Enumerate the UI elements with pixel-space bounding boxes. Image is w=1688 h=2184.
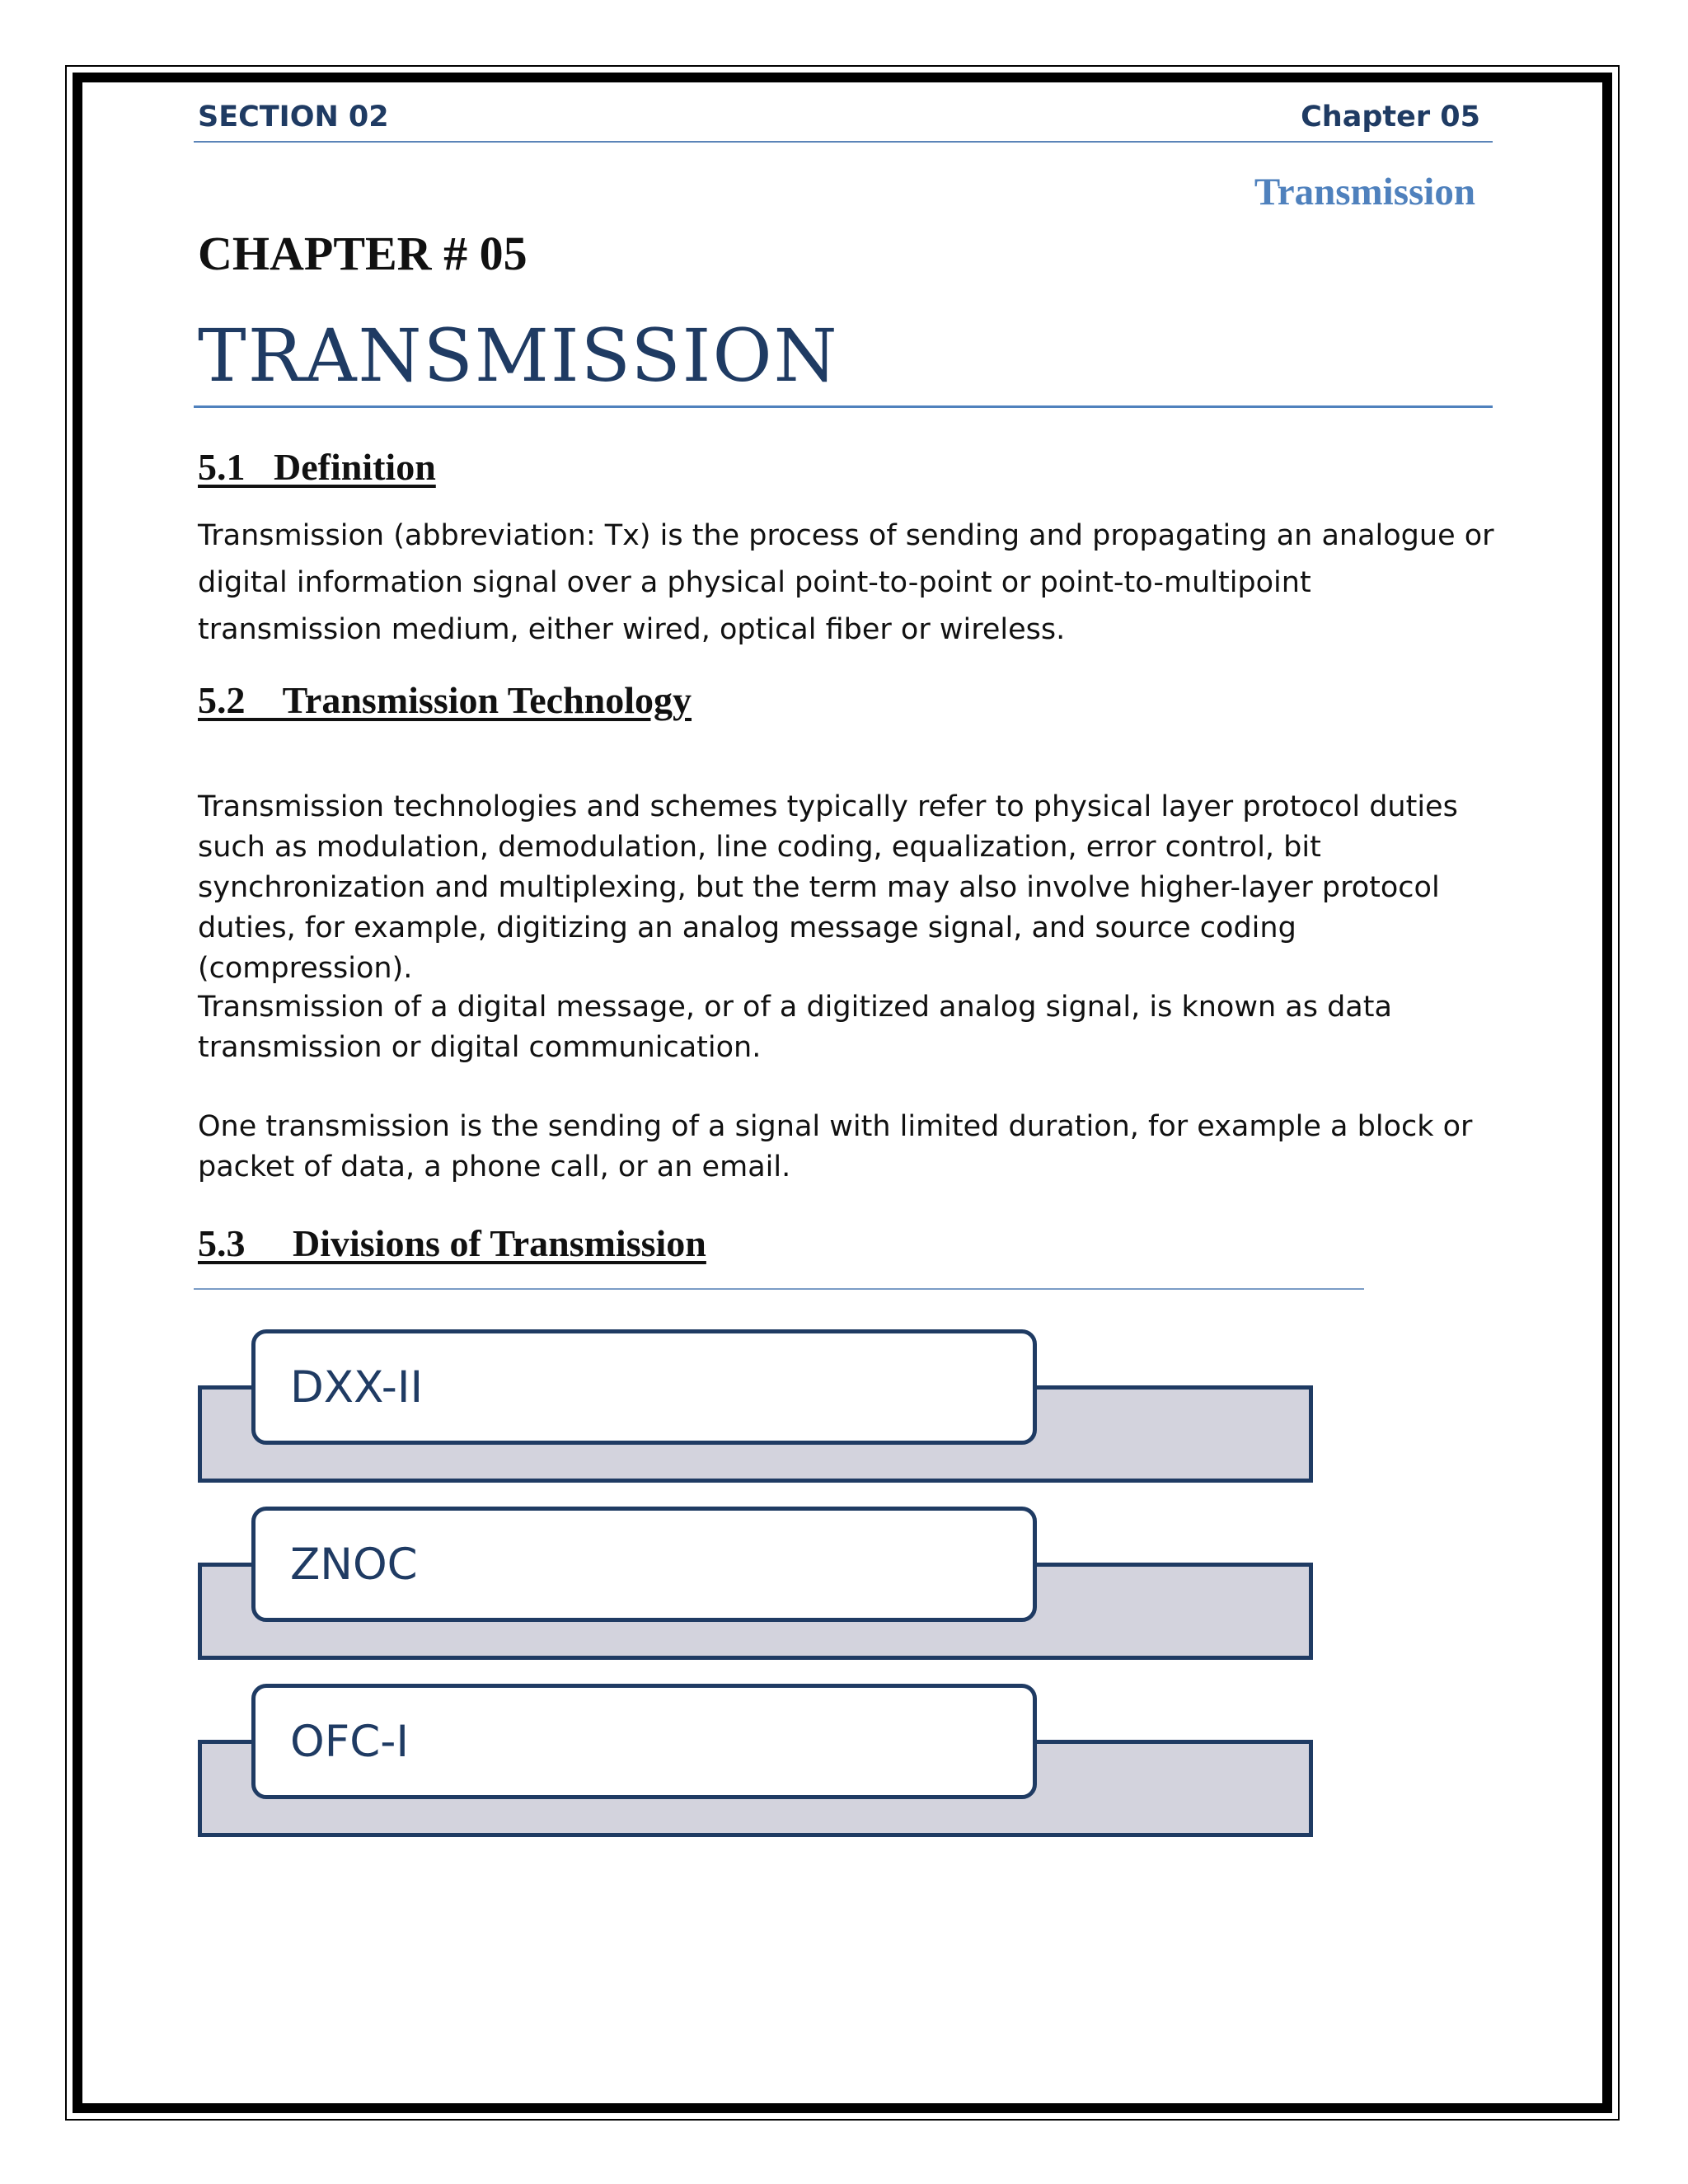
division-box-ofc: OFC-I <box>251 1684 1037 1799</box>
definition-paragraph: Transmission (abbreviation: Tx) is the process of sending and propagating an analogue or digital information signal over a physical point-to-point or point-to-multipoint transmission medium, either wired, optical fiber or wireless. <box>198 519 1494 646</box>
technology-paragraph-3: One transmission is the sending of a signal with limited duration, for example a block or packet of data, a phone call, or an email. <box>198 1110 1473 1183</box>
chapter-side-label: Transmission <box>1254 171 1475 213</box>
division-box-znoc: ZNOC <box>251 1507 1037 1622</box>
divisions-divider <box>194 1288 1364 1290</box>
header-section-label: SECTION 02 <box>198 101 389 134</box>
section-heading-divisions: 5.3 Divisions of Transmission <box>198 1222 706 1264</box>
title-divider <box>194 405 1493 408</box>
header-divider <box>194 141 1493 143</box>
section-heading-technology: 5.2 Transmission Technology <box>198 679 692 721</box>
section-heading-definition: 5.1 Definition <box>198 446 436 488</box>
header-chapter-label: Chapter 05 <box>1301 101 1480 134</box>
technology-paragraph-2: Transmission of a digital message, or of a digitized analog signal, is known as data transmission or digital communication. <box>198 991 1392 1064</box>
chapter-number: CHAPTER # 05 <box>198 227 528 280</box>
chapter-title: TRANSMISSION <box>198 313 839 398</box>
technology-paragraph-1: Transmission technologies and schemes typically refer to physical layer protocol duties such as modulation, demodulation, line coding, equalization, error control, bit synchronization and multiplexing, but the term may also involve higher-layer protocol duties, for example, digitizing an analog message signal, and source coding (compression). <box>198 790 1458 985</box>
division-box-dxx: DXX-II <box>251 1329 1037 1445</box>
